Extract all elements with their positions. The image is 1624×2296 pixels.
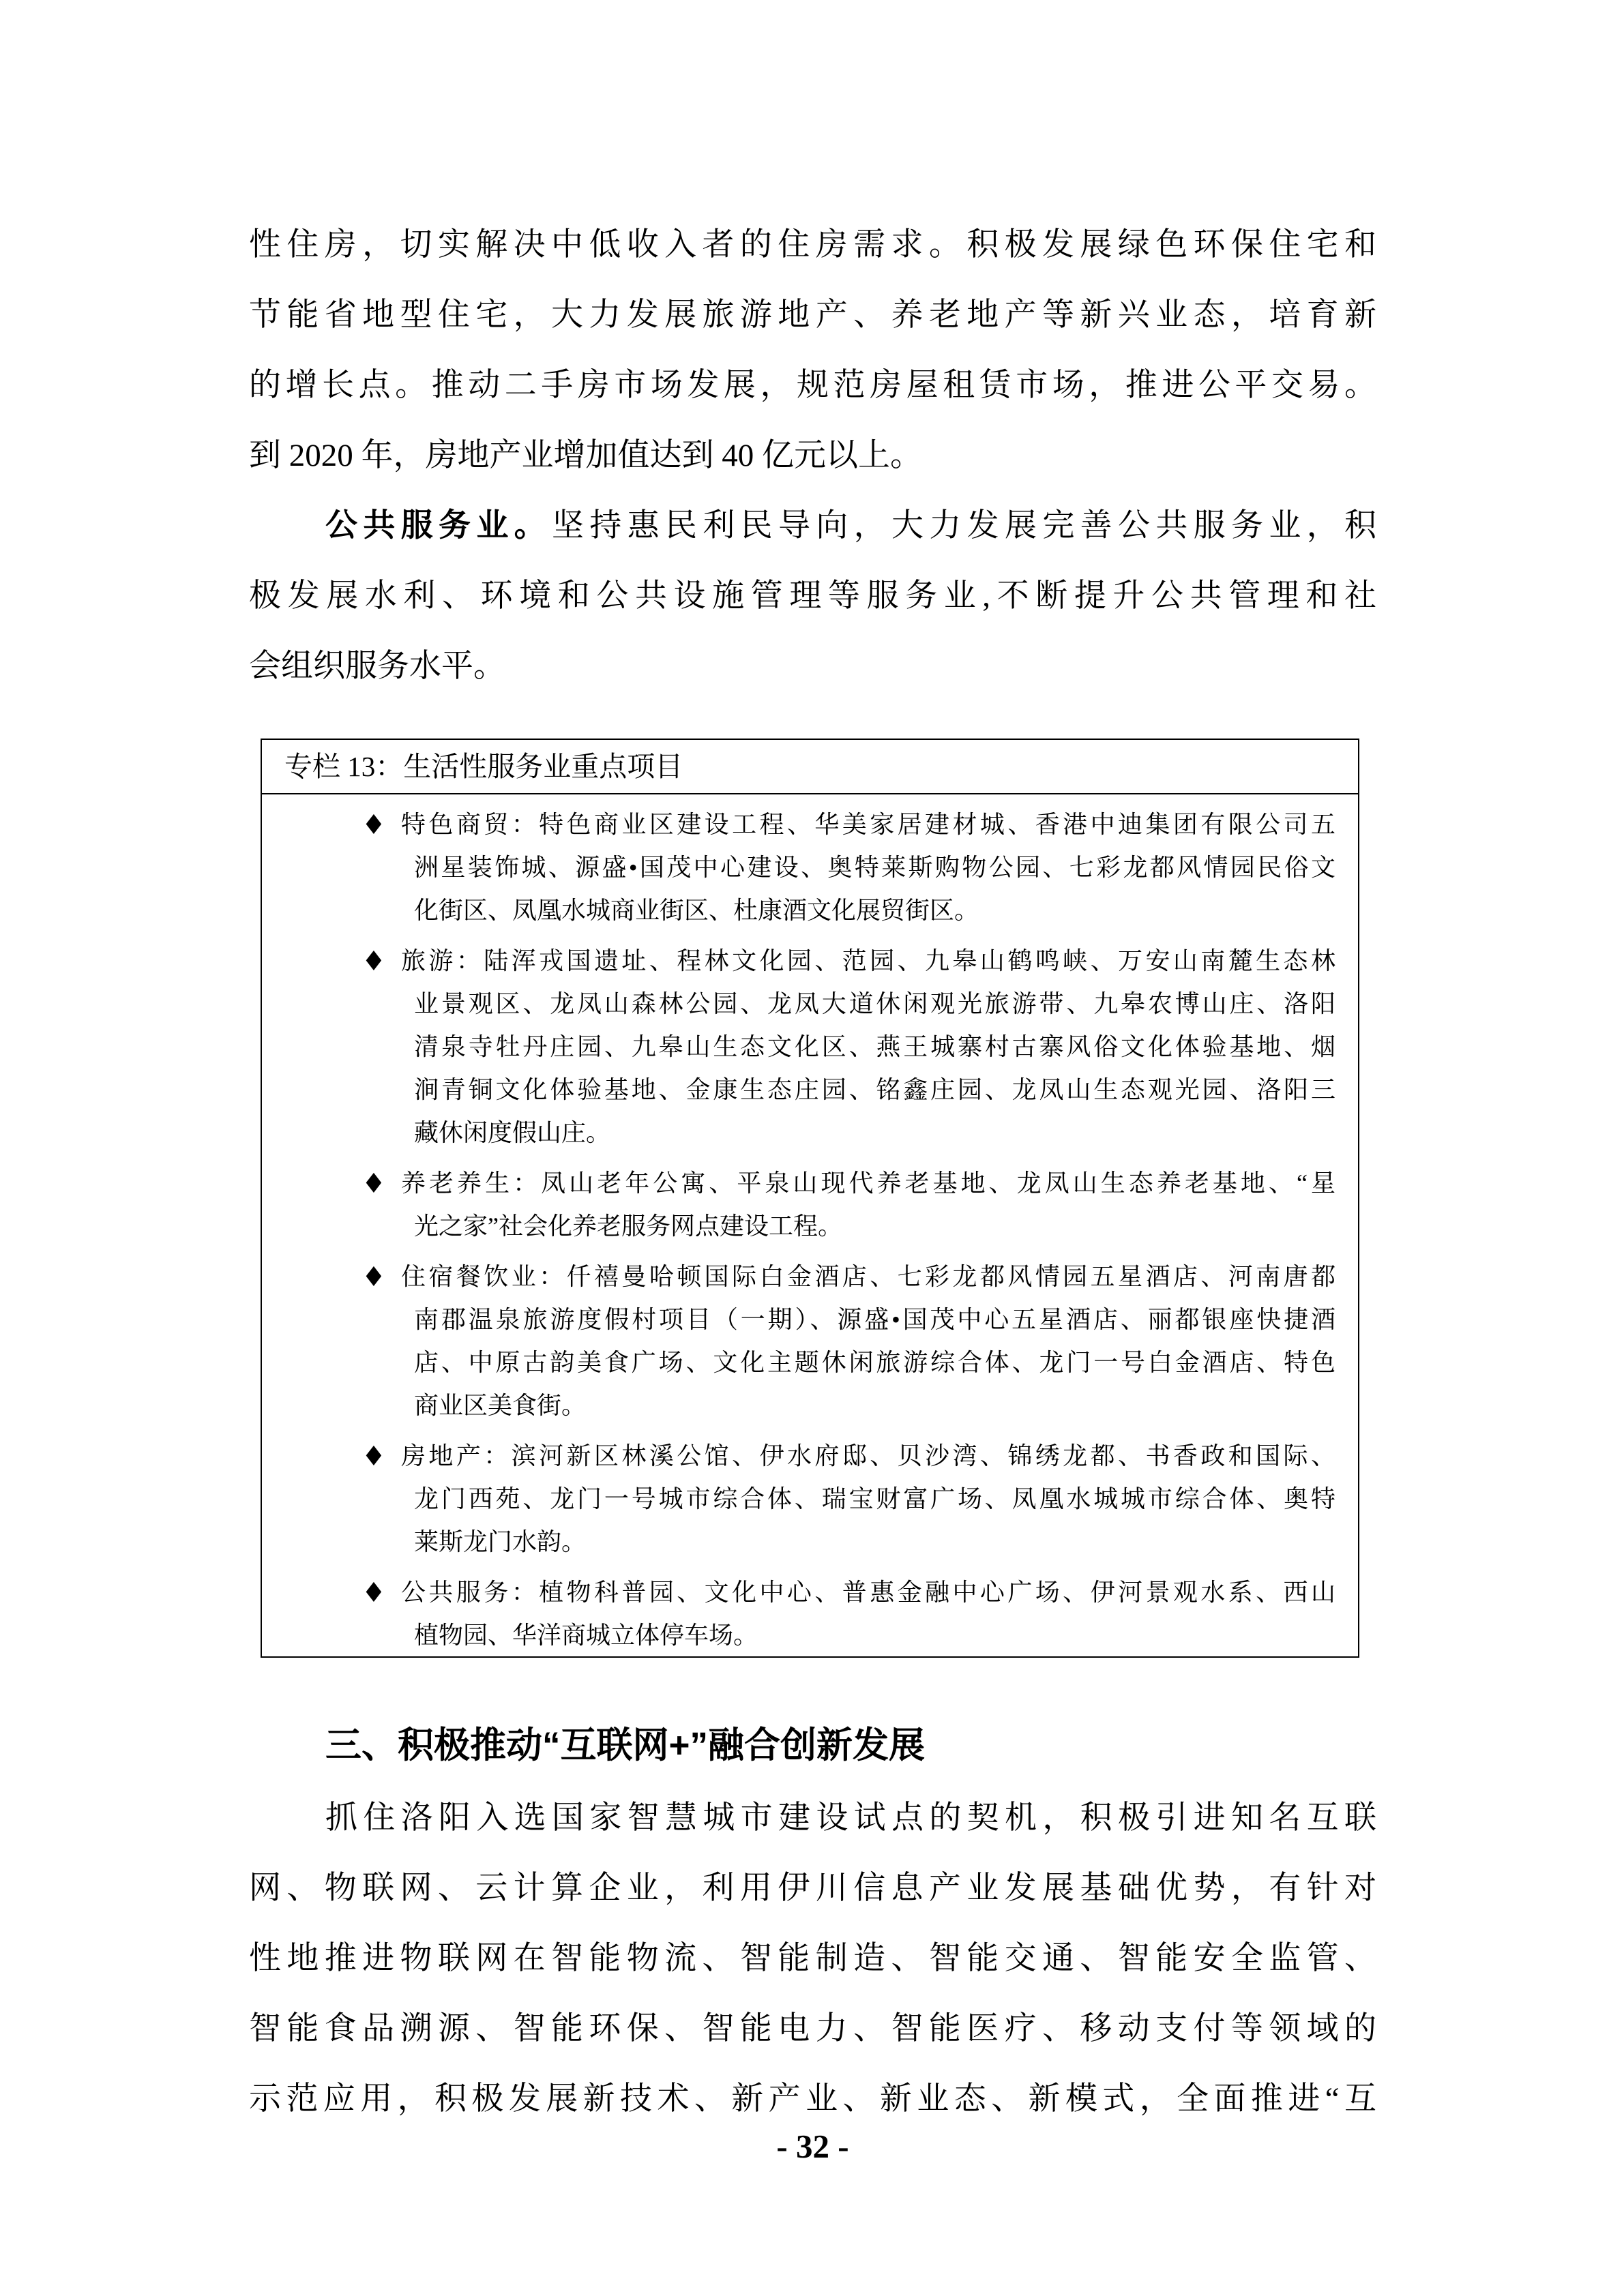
box-item-tourism: [262, 940, 1335, 1154]
box-line: 房地产：滨河新区林溪公馆、伊水府邸、贝沙湾、锦绣龙都、书香政和国际、: [401, 1442, 1335, 1470]
box-line: 业景观区、龙凤山森林公园、龙凤大道休闲观光旅游带、九皋农博山庄、洛阳: [414, 990, 1335, 1017]
paragraph-public-services: [249, 491, 1376, 702]
box-line: 光之家”社会化养老服务网点建设工程。: [414, 1212, 842, 1240]
paragraph-internet-plus: [249, 1783, 1376, 2134]
box-line: 清泉寺牡丹庄园、九皋山生态文化区、燕王城寨村古寨风俗文化体验基地、烟: [414, 1033, 1335, 1060]
diamond-bullet-icon: ♦: [361, 1441, 386, 1472]
diamond-bullet-icon: ♦: [361, 809, 386, 841]
page-number: - 32 -: [776, 2128, 849, 2165]
box-item-elderly-care: [262, 1162, 1335, 1248]
box-line: 涧青铜文化体验基地、金康生态庄园、铭鑫庄园、龙凤山生态观光园、洛阳三: [414, 1076, 1335, 1103]
box-item-public-service: [262, 1571, 1335, 1657]
box-line: 洲星装饰城、源盛•国茂中心建设、奥特莱斯购物公园、七彩龙都风情园民俗文: [414, 854, 1335, 881]
box-line: 藏休闲度假山庄。: [414, 1119, 611, 1146]
body-line: 性住房，切实解决中低收入者的住房需求。积极发展绿色环保住宅和: [249, 227, 1376, 263]
column-box-body: [262, 794, 1358, 1657]
body-line: 节能省地型住宅，大力发展旅游地产、养老地产等新兴业态，培育新: [249, 297, 1376, 333]
section-heading-internet-plus: 三、积极推动“互联网+”融合创新发展: [325, 1725, 925, 1765]
body-line: 抓住洛阳入选国家智慧城市建设试点的契机，积极引进知名互联: [325, 1800, 1376, 1836]
box-line: 特色商贸：特色商业区建设工程、华美家居建材城、香港中迪集团有限公司五: [401, 811, 1335, 838]
diamond-bullet-icon: ♦: [361, 1577, 386, 1609]
paragraph-lead-rest: 坚持惠民利民导向，大力发展完善公共服务业，积: [552, 508, 1376, 543]
box-item-hotel-catering: [262, 1255, 1335, 1427]
box-line: 住宿餐饮业：仟禧曼哈顿国际白金酒店、七彩龙都风情园五星酒店、河南唐都: [401, 1263, 1335, 1290]
body-line: 示范应用，积极发展新技术、新产业、新业态、新模式，全面推进“互: [249, 2081, 1376, 2117]
body-line: 到 2020 年，房地产业增加值达到 40 亿元以上。: [249, 438, 922, 473]
box-line: 南郡温泉旅游度假村项目（一期）、源盛•国茂中心五星酒店、丽都银座快捷酒: [414, 1306, 1335, 1333]
body-line: 性地推进物联网在智能物流、智能制造、智能交通、智能安全监管、: [249, 1941, 1376, 1976]
diamond-bullet-icon: ♦: [361, 1262, 386, 1293]
body-line: [249, 491, 1376, 561]
box-line: 龙门西苑、龙门一号城市综合体、瑞宝财富广场、凤凰水城城市综合体、奥特: [414, 1485, 1335, 1512]
body-line: 网、物联网、云计算企业，利用伊川信息产业发展基础优势，有针对: [249, 1870, 1376, 1906]
paragraph-housing: [249, 210, 1376, 491]
box-item-commerce: [262, 803, 1335, 932]
column-box-title: 专栏 13：生活性服务业重点项目: [262, 740, 1358, 794]
box-line: 植物园、华洋商城立体停车场。: [414, 1622, 758, 1649]
box-line: 商业区美食街。: [414, 1392, 587, 1419]
box-line: 旅游：陆浑戎国遗址、程林文化园、范园、九皋山鹤鸣峡、万安山南麓生态林: [401, 947, 1335, 974]
box-line: 莱斯龙门水韵。: [414, 1528, 587, 1555]
body-line: 智能食品溯源、智能环保、智能电力、智能医疗、移动支付等领域的: [249, 2011, 1376, 2046]
box-line: 公共服务：植物科普园、文化中心、普惠金融中心广场、伊河景观水系、西山: [401, 1579, 1335, 1606]
body-line: 极发展水利、环境和公共设施管理等服务业,不断提升公共管理和社: [249, 578, 1376, 614]
body-line: 的增长点。推动二手房市场发展，规范房屋租赁市场，推进公平交易。: [249, 368, 1376, 403]
body-line: 会组织服务水平。: [249, 648, 505, 684]
box-line: 店、中原古韵美食广场、文化主题休闲旅游综合体、龙门一号白金酒店、特色: [414, 1349, 1335, 1376]
diamond-bullet-icon: ♦: [361, 946, 386, 977]
box-line: 化街区、凤凰水城商业街区、杜康酒文化展贸街区。: [414, 897, 979, 924]
paragraph-lead-bold: 公共服务业。: [325, 508, 552, 543]
diamond-bullet-icon: ♦: [361, 1168, 386, 1199]
box-item-real-estate: [262, 1435, 1335, 1564]
column-box-13: [261, 739, 1359, 1658]
box-line: 养老养生：凤山老年公寓、平泉山现代养老基地、龙凤山生态养老基地、“星: [401, 1169, 1335, 1197]
